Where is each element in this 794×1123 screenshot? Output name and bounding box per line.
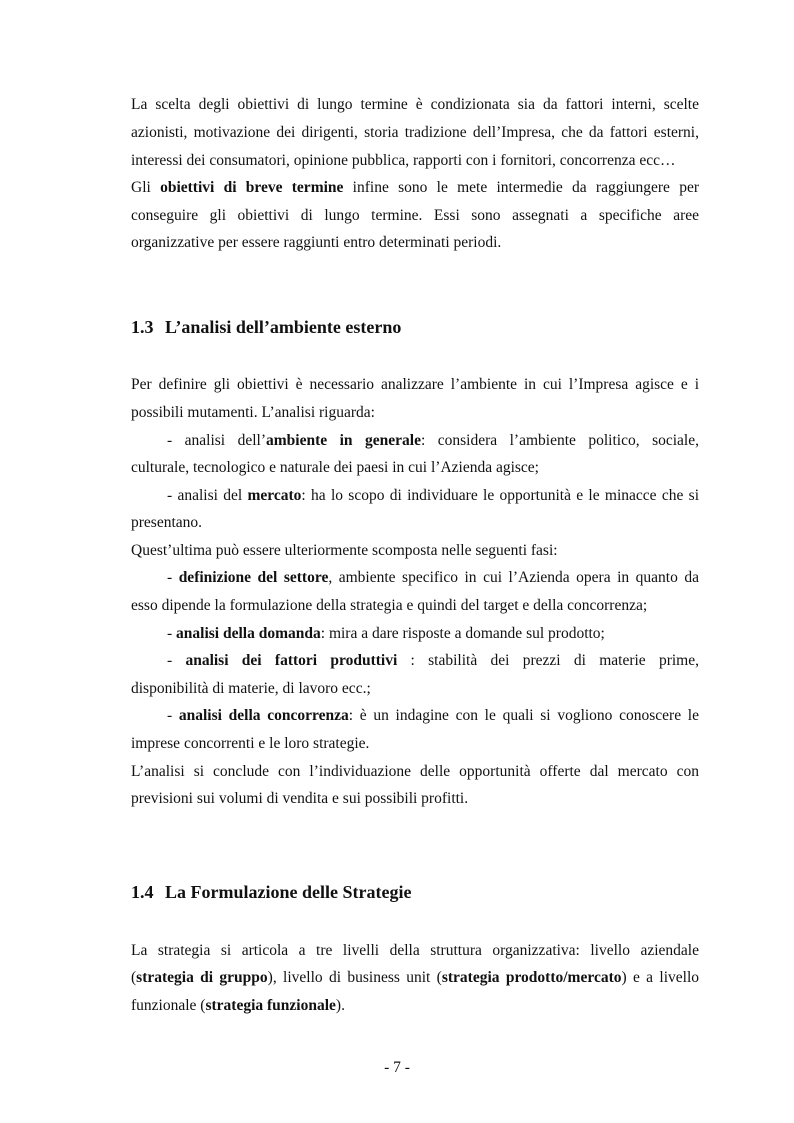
item1-text-c: : considera l’ambiente politico, sociale, [420,432,699,449]
phase1-text-c: , ambiente specifico in cui l’Azienda opera in quanto da [328,569,699,586]
item2-text-a: - analisi del [167,487,248,504]
s14-bold-group: strategia di gruppo [136,969,268,986]
phase1-text-a: - [167,569,179,586]
section-1-3-title: L’analisi dell’ambiente esterno [165,317,402,337]
s13-phase1-line1 [167,568,699,588]
item2-bold: mercato [247,487,302,504]
s14-bold-functional: strategia funzionale [205,997,336,1014]
phase2-bold: analisi della domanda [176,625,321,642]
phase4-text-a: - [167,707,179,724]
s13-item2-line2: presentano. [131,514,203,531]
s13-phase2-line1 [167,624,699,644]
phase3-text-c: : stabilità dei prezzi di materie prime, [397,652,699,669]
phase3-bold: analisi dei fattori produttivi [185,652,398,669]
s14-l3-text-a: funzionale ( [131,997,206,1014]
section-1-4-number: 1.4 [131,882,154,902]
s13-item1-line2: culturale, tecnologico e naturale dei paesi in cui l’Azienda agisce; [131,459,539,476]
s13-phases-intro: Quest’ultima può essere ulteriormente scomposta nelle seguenti fasi: [131,542,558,559]
s13-conclusion-line1: L’analisi si conclude con l’individuazione delle opportunità offerte dal mercato con [131,763,699,780]
para2-bold-short-term: obiettivi di breve termine [160,179,344,196]
s14-text-c: ), livello di business unit ( [267,969,442,986]
s13-intro-line2: possibili mutamenti. L’analisi riguarda: [131,404,375,421]
phase4-text-c: : è un indagine con le quali si vogliono conoscere le [348,707,699,724]
phase3-text-a: - [167,652,186,669]
para2-text-c: infine sono le mete intermedie da raggiungere per [343,179,699,196]
s13-phase3-line2: disponibilità di materie, di lavoro ecc.; [131,680,371,697]
item1-text-a: - analisi dell’ [167,432,266,449]
s14-text-a: ( [131,969,137,986]
para2-line3: organizzative per essere raggiunti entro determinati periodi. [131,234,502,251]
s13-phase4-line2: imprese concorrenti e le loro strategie. [131,735,370,752]
para1-line1: La scelta degli obiettivi di lungo termine è condizionata sia da fattori interni, scelte [131,96,699,113]
item2-text-c: : ha lo scopo di individuare le opportunità e le minacce che si [301,487,699,504]
s14-bold-product-market: strategia prodotto/mercato [441,969,622,986]
s13-phase3-line1 [167,651,699,671]
s13-conclusion-line2: previsioni sui volumi di vendita e sui possibili profitti. [131,790,469,807]
s14-l3-text-c: ). [335,997,345,1014]
s14-line3 [131,996,699,1016]
s13-phase4-line1 [167,706,699,726]
para2-line1 [131,178,699,198]
s14-line2 [131,968,699,988]
s13-phase1-line2: esso dipende la formulazione della strategia e quindi del target e della concorrenza; [131,597,648,614]
phase1-bold: definizione del settore [178,569,329,586]
para2-line2: conseguire gli obiettivi di lungo termine. Essi sono assegnati a specifiche aree [131,207,699,224]
para2-text-a: Gli [131,179,161,196]
phase2-text-a: - [167,625,177,642]
page-number: - 7 - [384,1059,410,1076]
s13-item2-line1 [167,486,699,506]
item1-bold: ambiente in generale [265,432,421,449]
s13-item1-line1 [167,431,699,451]
section-1-3-heading [131,316,401,338]
section-1-3-number: 1.3 [131,317,154,337]
phase4-bold: analisi della concorrenza [178,707,349,724]
s14-text-e: ) e a livello [621,969,699,986]
s13-intro-line1: Per definire gli obiettivi è necessario analizzare l’ambiente in cui l’Impresa agisce e i [131,376,699,393]
para1-line3: interessi dei consumatori, opinione pubblica, rapporti con i fornitori, concorrenza ecc… [131,152,676,169]
section-1-4-heading [131,881,411,903]
para1-line2: azionisti, motivazione dei dirigenti, storia tradizione dell’Impresa, che da fattori esterni, [131,124,699,141]
phase2-text-c: : mira a dare risposte a domande sul prodotto; [320,625,605,642]
section-1-4-title: La Formulazione delle Strategie [165,882,412,902]
s14-line1: La strategia si articola a tre livelli della struttura organizzativa: livello aziendale [131,942,699,959]
